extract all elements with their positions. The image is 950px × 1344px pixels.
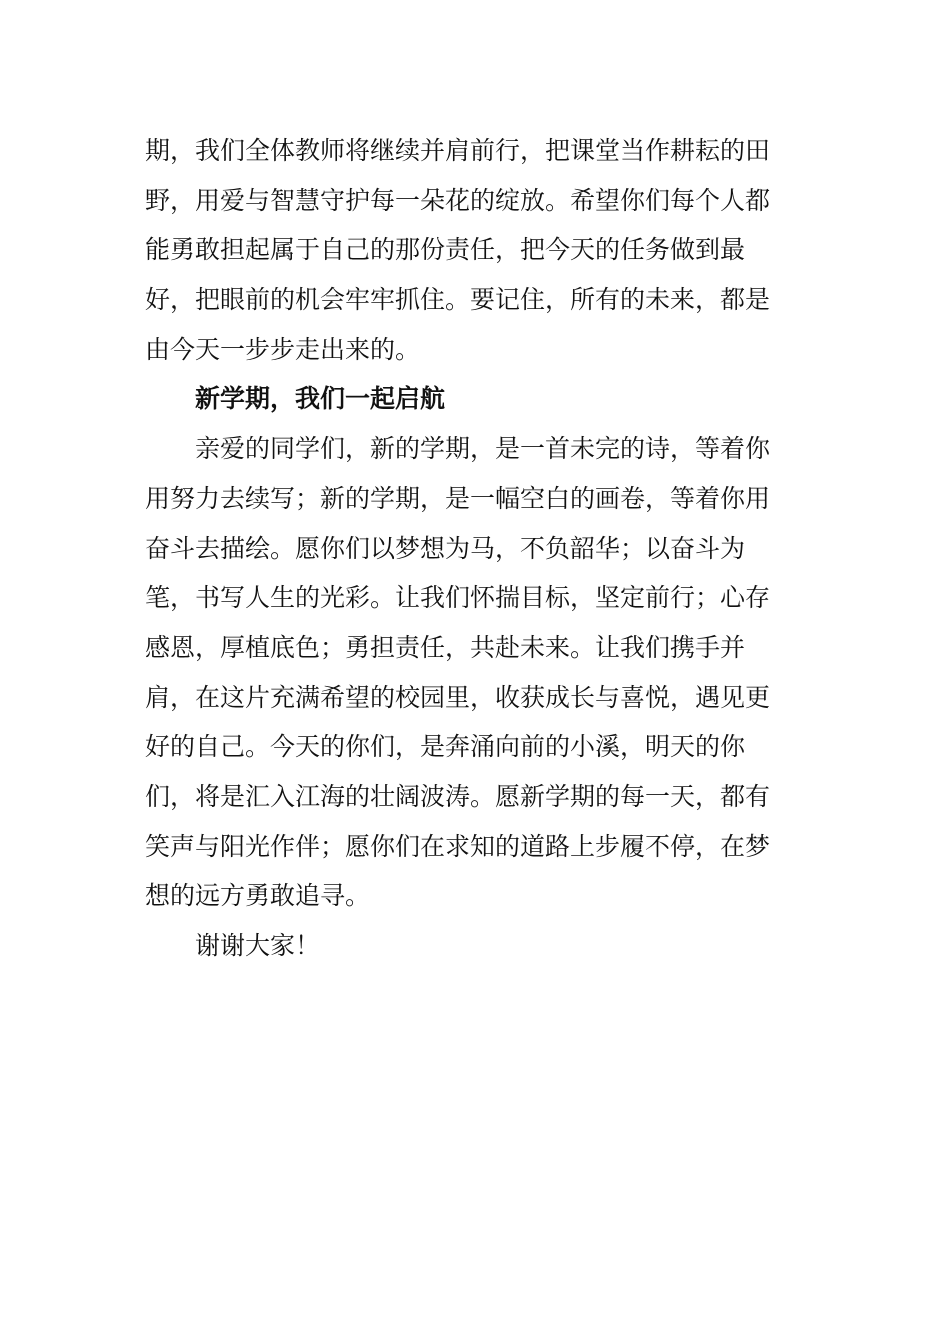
section-heading bbox=[145, 374, 810, 424]
text-line: 笔，书写人生的光彩。让我们怀揣目标，坚定前行；心存 bbox=[145, 583, 771, 613]
text-line: 期，我们全体教师将继续并肩前行，把课堂当作耕耘的田 bbox=[145, 136, 771, 165]
text-line: 好，把眼前的机会牢牢抓住。要记住，所有的未来，都是 bbox=[145, 285, 771, 315]
section-heading-text: 新学期，我们一起启航 bbox=[195, 384, 446, 414]
text-line: 由今天一步步走出来的。 bbox=[145, 334, 421, 364]
text-line: 好的自己。今天的你们，是奔涌向前的小溪，明天的你 bbox=[145, 732, 746, 762]
text-line: 奋斗去描绘。愿你们以梦想为马，不负韶华；以奋斗为 bbox=[145, 533, 746, 563]
document-body bbox=[145, 126, 810, 971]
text-line: 野，用爱与智慧守护每一朵花的绽放。希望你们每个人都 bbox=[145, 185, 771, 215]
text-line: 亲爱的同学们，新的学期，是一首未完的诗，等着你 bbox=[195, 434, 771, 464]
text-line: 感恩，厚植底色；勇担责任，共赴未来。让我们携手并 bbox=[145, 632, 746, 662]
paragraph-thanks bbox=[145, 921, 810, 971]
text-line: 能勇敢担起属于自己的那份责任，把今天的任务做到最 bbox=[145, 235, 746, 265]
text-line: 们，将是汇入江海的壮阔波涛。愿新学期的每一天，都有 bbox=[145, 781, 771, 811]
text-line: 肩，在这片充满希望的校园里，收获成长与喜悦，遇见更 bbox=[145, 682, 771, 712]
text-line: 笑声与阳光作伴；愿你们在求知的道路上步履不停，在梦 bbox=[145, 831, 771, 861]
paragraph-closing-continuation bbox=[145, 126, 810, 374]
paragraph-main bbox=[145, 424, 810, 921]
thanks-text: 谢谢大家！ bbox=[195, 931, 321, 960]
text-line: 用努力去续写；新的学期，是一幅空白的画卷，等着你用 bbox=[145, 483, 771, 513]
text-line: 想的远方勇敢追寻。 bbox=[145, 881, 371, 911]
